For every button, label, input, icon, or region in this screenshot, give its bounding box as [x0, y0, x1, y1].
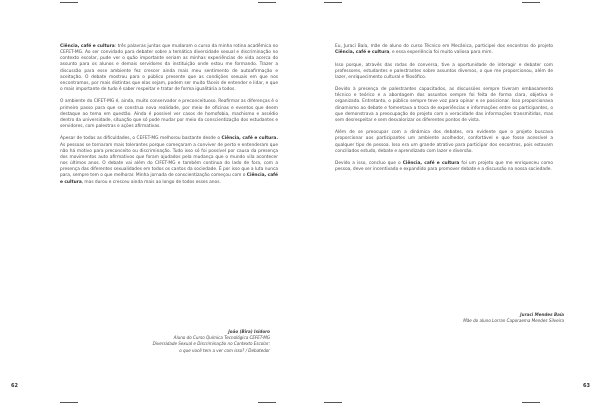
paragraph	[60, 136, 278, 185]
paragraph	[335, 87, 553, 124]
project-name: Ciência, café e cultura	[60, 44, 115, 49]
project-name: Ciência, café e cultura	[335, 50, 390, 56]
crop-mark	[258, 402, 276, 403]
text-run: Devido à presença de palestrantes capacitados, as discussões sempre tiveram embasamento técnico e teórico e a abordagem dos assuntos sempre foi feita de forma clara, objetiva e organizada. Entretanto, o público sempre teve voz para opinar e se posicionar. Isso proporcionava dinamismo ao debate e fomentava a troca de experiências e informações entre os participantes, o que demonstrava a preocupação do projeto com a veracidade das informações transmitidas, mas sem desrespeitar e sem desvalorizar os diferentes pontos de vista.	[335, 87, 553, 123]
crop-mark	[522, 402, 540, 403]
left-body-text	[60, 44, 278, 192]
right-signature	[364, 312, 564, 324]
text-run: As pessoas se tornaram mais tolerantes porque começaram a conviver de perto e entenderam que não há motivo para preconceito ou discriminação. Tudo isso só foi possível por causa da presença dos movimentos auto afirmativos que foram ajudados pela mudança que o mundo vila acontecer nos últimos anos. O debate vai além do CIFET-MG e também continua do lado de fora, com a presença das diferentes sexualidades em todos os cantos da sociedade. É por isso que a luta nunca para, sempre tem o que melhorar. Minha jornada de conscientização começou com o	[60, 142, 278, 179]
paragraph	[60, 44, 278, 93]
right-page	[300, 0, 600, 417]
text-run: , e essa experiência foi muito valiosa para mim.	[389, 50, 493, 56]
right-body-text	[335, 44, 553, 180]
paragraph	[60, 99, 278, 130]
left-signature	[70, 329, 270, 354]
crop-mark	[522, 2, 540, 3]
text-run: Isso porque, através das rodas de conversa, tive a oportunidade de interagir e debater com professores, estudantes e palestrantes sobre assuntos diversos, o que me proporcionou, além de lazer, enriquecimento cultural e filosófico.	[335, 62, 553, 80]
crop-mark	[60, 402, 78, 403]
signature-line: o que você tem a ver com isso? / Debatedor	[179, 347, 270, 353]
project-name: Ciência, café e cultura	[60, 173, 278, 185]
crop-mark	[60, 2, 78, 3]
text-run: Apesar de todas as dificuldades, o CEFET-MG melhorou bastante desde o	[60, 136, 222, 142]
crop-mark	[258, 2, 276, 3]
signature-name: João (Bira) Isidoro	[228, 329, 270, 334]
project-name: Ciência, café e cultura.	[221, 136, 278, 142]
paragraph	[335, 44, 553, 56]
crop-mark	[324, 402, 342, 403]
text-run: Eu, Juraci Baía, mãe de aluno do curso Técnico em Mecânica, participei dos encontros do projeto	[335, 44, 553, 49]
paragraph	[335, 130, 553, 155]
paragraph	[335, 63, 553, 81]
signature-line: Aluno do Curso Química Tecnológica CEFET-MG	[173, 335, 270, 341]
page-number: 63	[583, 383, 590, 389]
signature-line: Mãe do aluno Lorran Caporaema Mendes Silveira	[463, 318, 564, 324]
text-run: O ambiente do CIFET-MG é, ainda, muito conservador e preconceituoso. Reafirmar as diferenças é o primeiro passo para que se construa nova realidade, por meio de oficinas e eventos que deem destaque ao tema em questão. Ainda é possível ver casos de homofobia, machismo e assédio dentro da universidade, situação que só pode mudar por meio da conscientização dos estudantes e servidores, com palestras e ações afirmativas.	[60, 99, 278, 130]
paragraph	[335, 161, 553, 173]
text-run: Além de se preocupar com a dinâmica dos debates, era evidente que o projeto buscava proporcionar aos participantes um ambiente acolhedor, confortável e que fosse acessível a qualquer tipo de pessoa. Isso era um grande atrativo para participar dos encontros, pois estavam conciliados estudo, debate e aprendizado com lazer e diversão.	[335, 130, 553, 154]
text-run: Devido a isso, concluo que o	[335, 161, 403, 167]
project-name: Ciência, café e cultura	[402, 161, 460, 167]
signature-name: Juraci Mendes Baía	[520, 312, 564, 317]
text-run: : três palavras juntas que mudaram o curso da minha rotina acadêmica no CEFET-MG. Ao ser convidado para debater sobre a temática diversidade sexual e discriminação no contexto escolar, pude ver o quão importante seriam as minhas experiências de vida acerca do assunto para os alunos e demais servidores da instituição onde estou me formando. Trazer a discussão para esse ambiente fez crescer ainda mais meu sentimento de autoafirmação e aceitação. O debate mostrou para o público presente que as condições sexuais em que nos encontramos, por mais distintas que elas sejam, podem ser muito fáceis de entender e lidar, e que o mais importante de tudo é saber respeitar e tratar de forma igualitária a todos.	[60, 44, 278, 93]
text-run: foi um projeto que me enriqueceu como pessoa, deve ser incentivado e expandido para promover debate e a discussão na nossa sociedade.	[335, 161, 553, 173]
text-run: , mas durou e cresceu ainda mais ao longo de todos esses anos.	[81, 179, 221, 185]
crop-mark	[324, 2, 342, 3]
signature-line: Diversidade Sexual e Discriminação no Contexto Escolar:	[152, 341, 270, 347]
page-number: 62	[11, 383, 18, 389]
